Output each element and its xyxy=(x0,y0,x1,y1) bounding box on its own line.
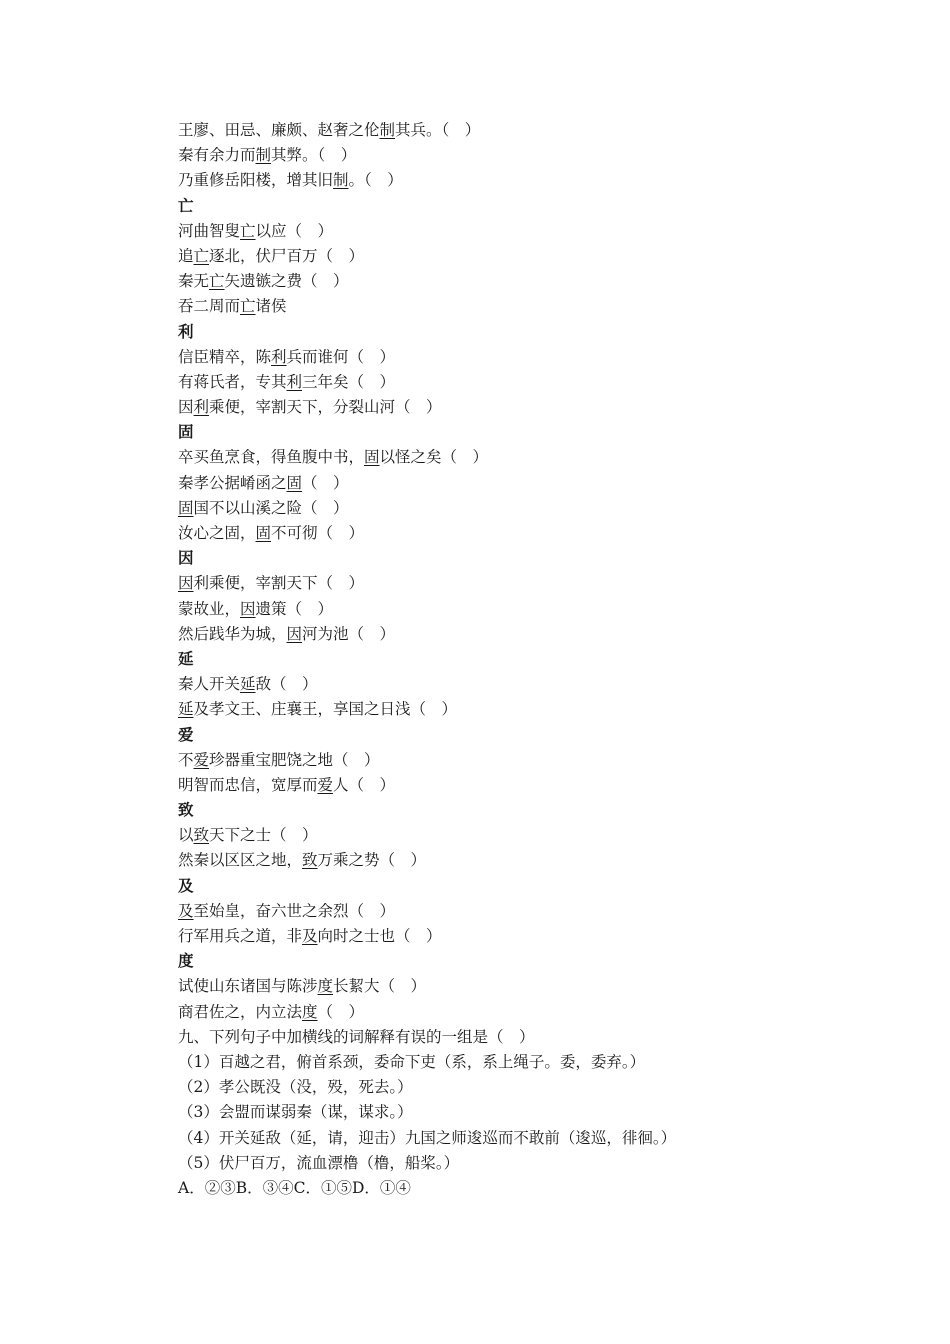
text-line xyxy=(178,848,798,873)
text-line xyxy=(178,974,798,999)
text-segment: 商君佐之，内立法 xyxy=(178,1002,303,1021)
text-segment: A．②③B．③④C．①⑤D．①④ xyxy=(178,1178,411,1197)
text-segment: 明智而忠信，宽厚而 xyxy=(178,775,318,794)
underlined-keyword: 因 xyxy=(286,624,303,643)
text-line xyxy=(178,597,798,622)
text-segment: 然后践华为城， xyxy=(178,624,287,643)
text-segment: 万乘之势（ ） xyxy=(317,851,427,870)
text-segment: 爱 xyxy=(178,725,194,744)
text-segment: 及孝文王、庄襄王，享国之日浅（ ） xyxy=(193,700,458,719)
text-segment: 河曲智叟 xyxy=(178,221,241,240)
text-segment: （2）孝公既没（没，殁，死去。） xyxy=(178,1078,413,1097)
text-line xyxy=(178,471,798,496)
text-line xyxy=(178,269,798,294)
underlined-keyword: 因 xyxy=(240,599,256,618)
text-line xyxy=(178,1000,798,1025)
text-line xyxy=(178,521,798,546)
underlined-keyword: 制 xyxy=(379,121,396,139)
underlined-keyword: 制 xyxy=(333,171,349,190)
text-segment: 人（ ） xyxy=(333,775,396,794)
text-line xyxy=(178,395,798,420)
text-segment: （1）百越之君，俯首系颈，委命下吏（系，系上绳子。委，委弃。） xyxy=(178,1052,646,1071)
section-heading xyxy=(178,320,798,345)
text-segment: （4）开关延敌（延，请，迎击）九国之师逡巡而不敢前（逡巡，徘徊。） xyxy=(178,1128,677,1147)
section-heading xyxy=(178,949,798,974)
text-segment: 及 xyxy=(178,876,194,895)
text-segment: 兵而谁何（ ） xyxy=(286,347,396,366)
section-heading xyxy=(178,647,798,672)
text-line xyxy=(178,345,798,370)
text-line xyxy=(178,773,798,798)
text-line xyxy=(178,219,798,244)
text-line xyxy=(178,244,798,269)
document-body xyxy=(178,118,798,1201)
section-heading xyxy=(178,798,798,823)
text-segment: 行军用兵之道，非 xyxy=(178,927,303,945)
text-line xyxy=(178,1050,798,1075)
text-segment: 三年矣（ ） xyxy=(302,372,396,391)
text-segment: 卒买鱼烹食，得鱼腹中书， xyxy=(178,448,365,467)
text-segment: 以怪之矣（ ） xyxy=(379,448,489,467)
underlined-keyword: 爱 xyxy=(193,750,210,769)
text-segment: 向时之士也（ ） xyxy=(317,927,442,945)
text-segment: 其兵。（ ） xyxy=(395,121,481,139)
text-line xyxy=(178,672,798,697)
text-segment: 因 xyxy=(178,549,194,568)
underlined-keyword: 固 xyxy=(364,448,380,467)
text-line xyxy=(178,823,798,848)
text-segment: 不可彻（ ） xyxy=(271,524,365,542)
text-segment: （ ） xyxy=(302,473,349,492)
text-line xyxy=(178,899,798,924)
text-segment: 国不以山溪之险（ ） xyxy=(193,498,349,517)
text-segment: 逐北，伏尸百万（ ） xyxy=(209,246,365,265)
text-segment: 秦孝公据崤函之 xyxy=(178,473,287,492)
text-line xyxy=(178,294,798,319)
text-line xyxy=(178,1176,798,1201)
text-line xyxy=(178,748,798,773)
text-segment: 河为池（ ） xyxy=(302,624,396,643)
section-heading xyxy=(178,546,798,571)
text-segment: 吞二周而 xyxy=(178,297,241,316)
text-segment: 试使山东诸国与陈涉 xyxy=(178,977,318,996)
text-line xyxy=(178,118,798,143)
text-segment: 度 xyxy=(178,952,194,971)
underlined-keyword: 制 xyxy=(255,146,272,165)
underlined-keyword: 及 xyxy=(178,901,194,920)
text-line xyxy=(178,1025,798,1050)
text-segment: 至始皇，奋六世之余烈（ ） xyxy=(193,901,396,920)
text-line xyxy=(178,1126,798,1151)
text-segment: 亡 xyxy=(178,196,194,215)
text-segment: 利 xyxy=(178,322,194,341)
section-heading xyxy=(178,194,798,219)
text-segment: 敌（ ） xyxy=(255,675,318,694)
text-line xyxy=(178,168,798,193)
text-segment: 遗策（ ） xyxy=(255,599,334,618)
text-line xyxy=(178,445,798,470)
text-line xyxy=(178,496,798,521)
text-segment: （3）会盟而谋弱秦（谋，谋求。） xyxy=(178,1103,413,1122)
text-segment: 信臣精卒，陈 xyxy=(178,347,272,366)
text-segment: 秦无 xyxy=(178,272,210,291)
text-segment: 王廖、田忌、廉颇、赵奢之伦 xyxy=(178,121,380,139)
text-segment: 因 xyxy=(178,398,194,417)
underlined-keyword: 利 xyxy=(193,398,210,417)
text-segment: 九、下列句子中加横线的词解释有误的一组是（ ） xyxy=(178,1027,535,1046)
text-segment: 有蒋氏者，专其 xyxy=(178,372,287,391)
underlined-keyword: 因 xyxy=(178,574,194,593)
text-segment: 然秦以区区之地， xyxy=(178,851,303,870)
underlined-keyword: 亡 xyxy=(240,297,256,316)
text-segment: 蒙故业， xyxy=(178,599,241,618)
text-segment: 诸侯 xyxy=(255,297,287,316)
text-segment: （ ） xyxy=(317,1002,365,1021)
text-segment: 以应（ ） xyxy=(255,221,334,240)
text-segment: 秦人开关 xyxy=(178,675,241,694)
text-segment: 。（ ） xyxy=(348,171,403,190)
text-line xyxy=(178,1075,798,1100)
underlined-keyword: 延 xyxy=(240,675,256,694)
text-line xyxy=(178,370,798,395)
text-segment: 固 xyxy=(178,423,194,442)
text-segment: 汝心之固， xyxy=(178,524,256,542)
text-segment: 矢遗镞之费（ ） xyxy=(224,272,349,291)
text-line xyxy=(178,924,798,949)
underlined-keyword: 亡 xyxy=(193,246,210,265)
text-line xyxy=(178,571,798,596)
text-segment: 追 xyxy=(178,246,194,265)
text-segment: 不 xyxy=(178,750,194,769)
underlined-keyword: 固 xyxy=(286,473,303,492)
underlined-keyword: 度 xyxy=(317,977,334,996)
text-segment: 长絜大（ ） xyxy=(333,977,427,996)
section-heading xyxy=(178,420,798,445)
text-segment: 以 xyxy=(178,826,194,845)
text-segment: 天下之士（ ） xyxy=(209,826,318,845)
text-segment: （5）伏尸百万，流血漂橹（橹，船桨。） xyxy=(178,1153,460,1172)
underlined-keyword: 致 xyxy=(302,851,318,870)
text-line xyxy=(178,1100,798,1125)
underlined-keyword: 延 xyxy=(178,700,194,719)
section-heading xyxy=(178,723,798,748)
underlined-keyword: 致 xyxy=(193,826,210,845)
underlined-keyword: 利 xyxy=(286,372,303,391)
text-segment: 利乘便，宰割天下（ ） xyxy=(193,574,365,593)
text-line xyxy=(178,622,798,647)
text-segment: 其弊。（ ） xyxy=(271,146,357,165)
underlined-keyword: 亡 xyxy=(240,221,256,240)
text-line xyxy=(178,143,798,168)
text-line xyxy=(178,697,798,722)
text-segment: 乘便，宰割天下，分裂山河（ ） xyxy=(209,398,442,417)
underlined-keyword: 度 xyxy=(302,1002,318,1021)
text-segment: 致 xyxy=(178,801,194,820)
underlined-keyword: 及 xyxy=(302,927,318,945)
text-segment: 延 xyxy=(178,649,194,668)
section-heading xyxy=(178,874,798,899)
underlined-keyword: 固 xyxy=(178,498,194,517)
underlined-keyword: 利 xyxy=(271,347,287,366)
underlined-keyword: 固 xyxy=(255,524,272,542)
underlined-keyword: 爱 xyxy=(317,775,334,794)
text-segment: 秦有余力而 xyxy=(178,146,256,165)
text-segment: 珍器重宝肥饶之地（ ） xyxy=(209,750,380,769)
text-segment: 乃重修岳阳楼，增其旧 xyxy=(178,171,334,190)
underlined-keyword: 亡 xyxy=(209,272,225,291)
text-line xyxy=(178,1151,798,1176)
